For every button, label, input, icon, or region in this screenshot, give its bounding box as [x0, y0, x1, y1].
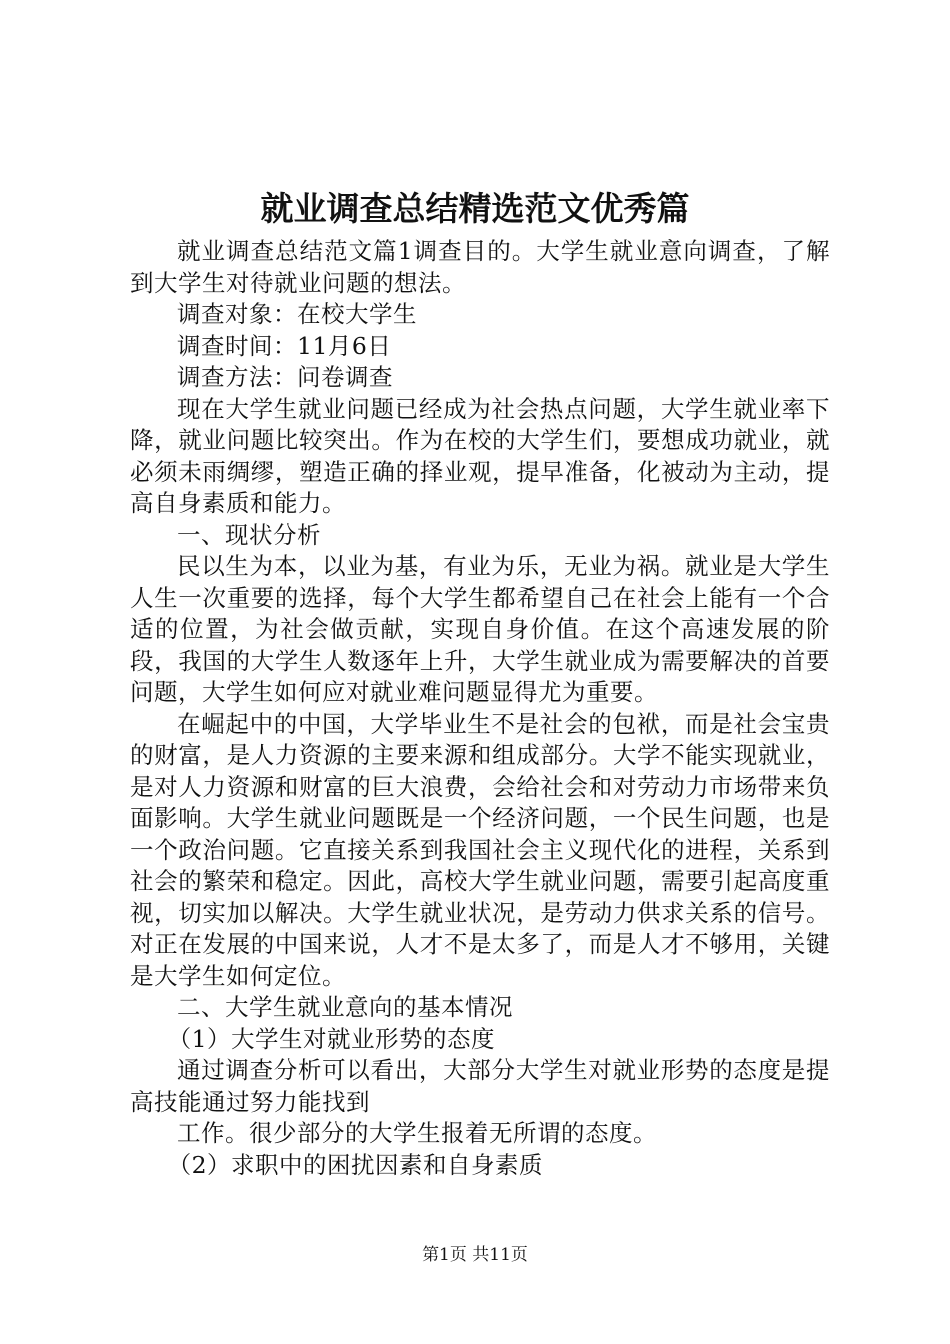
paragraph-status-1: 民以生为本，以业为基，有业为乐，无业为祸。就业是大学生人生一次重要的选择，每个大学生都希望自己在社会上能有一个合适的位置，为社会做贡献，实现自身价值。在这个高速发展的阶段，我国的大学生人数逐年上升，大学生就业成为需要解决的首要问题，大学生如何应对就业难问题显得尤为重要。 — [130, 552, 830, 706]
section-heading-intentions: 二、大学生就业意向的基本情况 — [177, 993, 513, 1021]
paragraph-status-2: 在崛起中的中国，大学毕业生不是社会的包袱，而是社会宝贵的财富，是人力资源的主要来源和组成部分。大学不能实现就业，是对人力资源和财富的巨大浪费，会给社会和对劳动力市场带来负面影响。大学生就业问题既是一个经济问题，一个民生问题，也是一个政治问题。它直接关系到我国社会主义现代化的进程，关系到社会的繁荣和稳定。因此，高校大学生就业问题，需要引起高度重视，切实加以解决。大学生就业状况，是劳动力供求关系的信号。对正在发展的中国来说，人才不是太多了，而是人才不够用，关键是大学生如何定位。 — [130, 709, 830, 990]
paragraph-purpose: 就业调查总结范文篇1调查目的。大学生就业意向调查，了解到大学生对待就业问题的想法。 — [130, 237, 830, 297]
section-heading-status: 一、现状分析 — [177, 520, 321, 549]
paragraph-subject: 调查对象：在校大学生 — [177, 300, 417, 328]
document-body — [130, 236, 830, 1181]
paragraph-method: 调查方法：问卷调查 — [177, 363, 393, 391]
subheading-attitude: （1）大学生对就业形势的态度 — [167, 1024, 496, 1053]
document-title: 就业调查总结精选范文优秀篇 — [260, 189, 690, 228]
page-footer: 第1页 共11页 — [422, 1245, 528, 1265]
paragraph-time: 调查时间：11月6日 — [177, 331, 392, 360]
paragraph-background: 现在大学生就业问题已经成为社会热点问题，大学生就业率下降，就业问题比较突出。作为在校的大学生们，要想成功就业，就必须未雨绸缪，塑造正确的择业观，提早准备，化被动为主动，提高自身素质和能力。 — [130, 394, 830, 517]
subheading-factors: （2）求职中的困扰因素和自身素质 — [167, 1150, 544, 1179]
paragraph-attitude-cont: 工作。很少部分的大学生报着无所谓的态度。 — [177, 1119, 657, 1147]
paragraph-attitude: 通过调查分析可以看出，大部分大学生对就业形势的态度是提高技能通过努力能找到 — [130, 1056, 830, 1116]
